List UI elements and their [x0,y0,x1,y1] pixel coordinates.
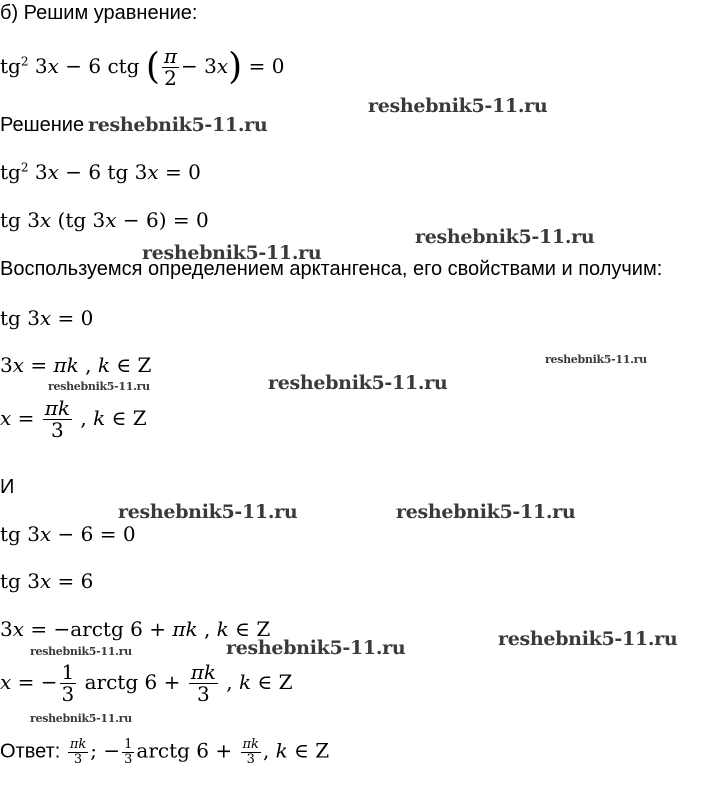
and-label: И [0,476,15,498]
watermark: reshebnik5-11.ru [545,353,647,366]
watermark: reshebnik5-11.ru [498,628,678,650]
watermark: reshebnik5-11.ru [30,645,132,658]
definition-sentence: Воспользуемся определением арктангенса, его свойствами и получим: [0,258,663,280]
watermark: reshebnik5-11.ru [88,114,268,136]
watermark: reshebnik5-11.ru [396,501,576,523]
case2-line3: 3x = −arctg 6 + πk , k ∈ Z [0,617,271,641]
answer: Ответ: $\frac{\pi k}{3}$ ; − $\frac{1}{3}$ arctg 6 + $\frac{\pi k}{3}$ , k ∈ Z [0,737,330,767]
case1-line3: x = $\frac{\pi k}{3}$ , k ∈ Z [0,396,147,442]
case1-line2: 3x = πk , k ∈ Z [0,353,152,377]
watermark: reshebnik5-11.ru [226,637,406,659]
watermark: reshebnik5-11.ru [368,95,548,117]
watermark: reshebnik5-11.ru [268,372,448,394]
watermark: reshebnik5-11.ru [30,712,132,725]
step-2: tg 3x (tg 3x − 6) = 0 [0,208,209,232]
heading: б) Решим уравнение: [0,2,198,24]
case2-line1: tg 3x − 6 = 0 [0,522,136,546]
step-1: $tg^2$ 3x − 6 tg 3x = 0 [0,160,201,184]
case2-line4: x = − $\frac{1}{3}$ arctg 6 + $\frac{\pi k}{3}$ , k ∈ Z [0,660,293,706]
watermark: reshebnik5-11.ru [415,226,595,248]
watermark: reshebnik5-11.ru [142,242,322,264]
watermark: reshebnik5-11.ru [48,380,150,393]
equation: $tg^2$ 3x − 6 ctg ( $\frac{\pi}{2}$ − 3x) = 0 [0,44,285,90]
case1-line1: tg 3x = 0 [0,306,94,330]
watermark: reshebnik5-11.ru [118,501,298,523]
solution-label: Решение [0,114,85,136]
case2-line2: tg 3x = 6 [0,569,94,593]
